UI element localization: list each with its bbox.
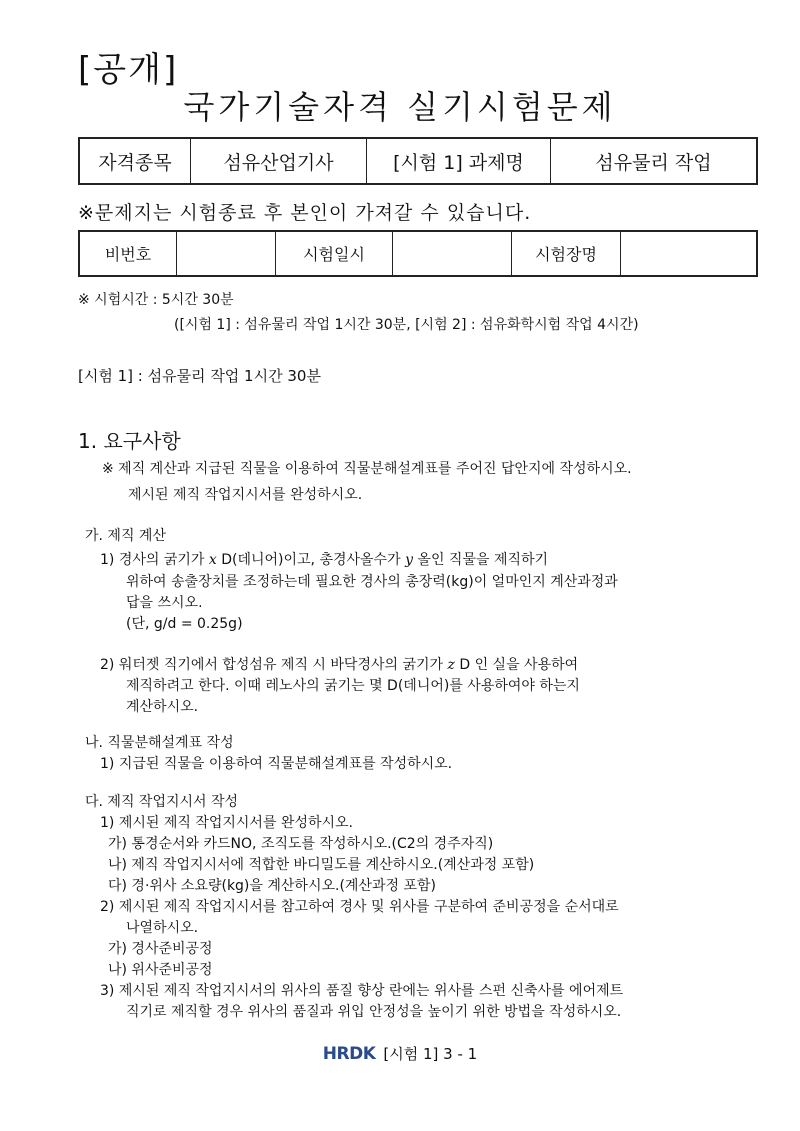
candidate-table [78, 230, 758, 277]
document-title: 국가기술자격 실기시험문제 [183, 88, 617, 126]
variable-y: y [405, 552, 413, 568]
cell-id-value[interactable] [177, 231, 276, 276]
page-number: [시험 1] 3 - 1 [383, 1045, 478, 1063]
ga-q1-line-2: 위하여 송출장치를 조정하는데 필요한 경사의 총장력(kg)이 얼마인지 계산과정과 [126, 574, 618, 590]
ga-q2-line-1: 2) 워터젯 직기에서 합성섬유 제직 시 바닥경사의 굵기가 z D 인 실을 사용하여 [100, 657, 579, 673]
na-q1: 1) 지급된 직물을 이용하여 직물분해설계표를 작성하시오. [100, 756, 453, 772]
notice-text: ※문제지는 시험종료 후 본인이 가져갈 수 있습니다. [78, 202, 532, 224]
da-q2-line-2: 나열하시오. [126, 920, 199, 936]
ga-q2-line-2: 제직하려고 한다. 이때 레노사의 굵기는 몇 D(데니어)를 사용하여야 하는지 [126, 678, 580, 694]
exam-time: ※ 시험시간 : 5시간 30분 [78, 292, 234, 308]
hrdk-logo: HRDK [322, 1044, 376, 1064]
da-q1-ga: 가) 통경순서와 카드NO, 조직도를 작성하시오.(C2의 경주자직) [108, 836, 494, 852]
ga-q1-line-1: 1) 경사의 굵기가 x D(데니어)이고, 총경사올수가 y 올인 직물을 제직하기 [100, 552, 549, 568]
exam-time-detail: ([시험 1] : 섬유물리 작업 1시간 30분, [시험 2] : 섬유화학시험 작업 4시간) [174, 317, 639, 333]
ga-q2-line-3: 계산하시오. [126, 699, 199, 715]
exam1-title: [시험 1] : 섬유물리 작업 1시간 30분 [78, 367, 321, 385]
cell-task-value: 섬유물리 작업 [551, 138, 758, 184]
cell-task-label: [시험 1] 과제명 [367, 138, 551, 184]
ga-q1-line-4: (단, g/d = 0.25g) [126, 616, 243, 632]
subsection-ga: 가. 제직 계산 [85, 528, 166, 544]
subsection-da: 다. 제직 작업지시서 작성 [85, 794, 239, 810]
da-q2-line-1: 2) 제시된 제직 작업지시서를 참고하여 경사 및 위사를 구분하여 준비공정을 순서대로 [100, 899, 619, 915]
page-footer [0, 1043, 800, 1064]
cell-id-label: 비번호 [79, 231, 177, 276]
cell-date-value[interactable] [393, 231, 512, 276]
da-q1: 1) 제시된 제직 작업지시서를 완성하시오. [100, 815, 354, 831]
da-q2-na: 나) 위사준비공정 [108, 962, 213, 978]
ga-q1-line-3: 답을 쓰시오. [126, 595, 203, 611]
da-q3-line-2: 직기로 제직할 경우 위사의 품질과 위입 안정성을 높이기 위한 방법을 작성하시오. [126, 1004, 622, 1020]
cell-site-label: 시험장명 [512, 231, 621, 276]
section-heading: 1. 요구사항 [78, 429, 181, 453]
variable-z: z [447, 657, 455, 673]
cell-qualification-value: 섬유산업기사 [191, 138, 367, 184]
da-q1-da: 다) 경·위사 소요량(kg)을 계산하시오.(계산과정 포함) [108, 878, 436, 894]
public-tag: [공개] [78, 50, 179, 90]
qualification-table [78, 137, 758, 185]
da-q1-na: 나) 제직 작업지시서에 적합한 바디밀도를 계산하시오.(계산과정 포함) [108, 857, 535, 873]
da-q3-line-1: 3) 제시된 제직 작업지시서의 위사의 품질 향상 란에는 위사를 스펀 신축사를 에어제트 [100, 983, 624, 999]
cell-qualification-label: 자격종목 [79, 138, 191, 184]
cell-site-value[interactable] [621, 231, 758, 276]
variable-x: x [208, 552, 217, 568]
da-q2-ga: 가) 경사준비공정 [108, 941, 213, 957]
cell-date-label: 시험일시 [276, 231, 393, 276]
requirement-line-1: ※ 제직 계산과 지급된 직물을 이용하여 직물분해설계표를 주어진 답안지에 작성하시오. [102, 461, 632, 477]
requirement-line-2: 제시된 제직 작업지시서를 완성하시오. [128, 487, 363, 503]
subsection-na: 나. 직물분해설계표 작성 [85, 735, 234, 751]
